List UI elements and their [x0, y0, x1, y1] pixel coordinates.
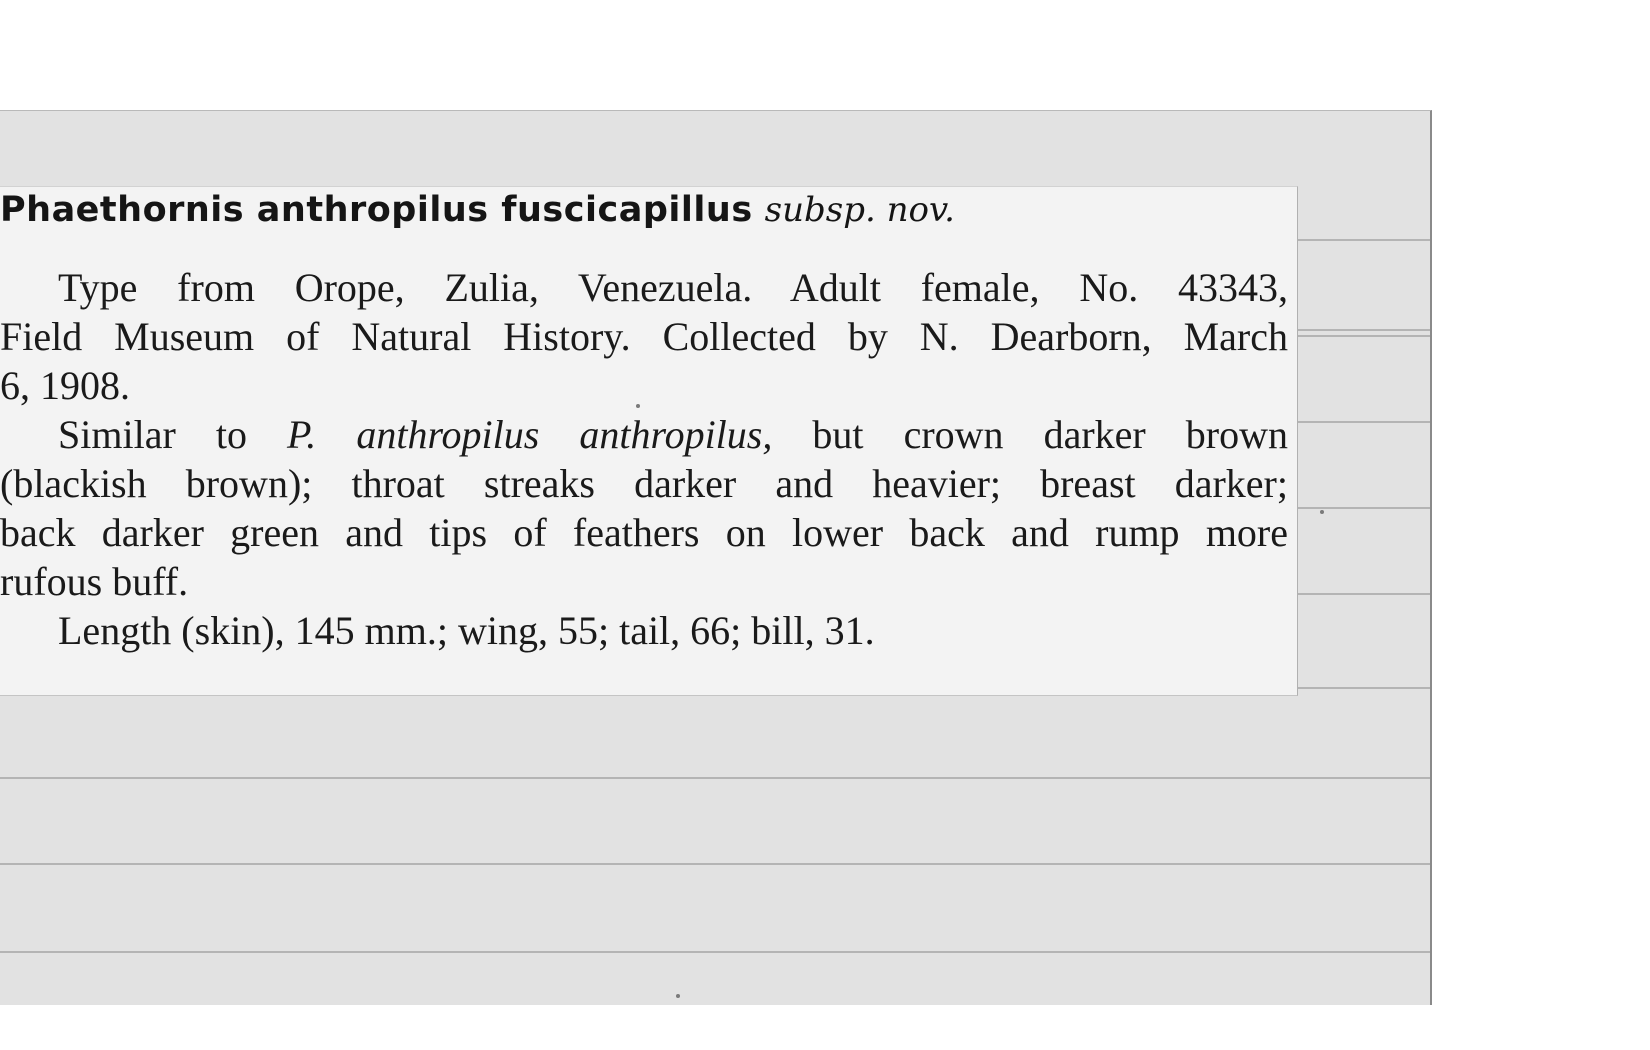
description-line: rufous buff. — [0, 559, 189, 604]
description-prefix: Similar to — [58, 412, 247, 457]
card-rule — [0, 777, 1430, 779]
species-title — [0, 190, 955, 230]
type-date-line: 6, 1908. — [0, 363, 130, 408]
measurements-line: Length (skin), 145 mm.; wing, 55; tail, 66; bill, 31. — [58, 608, 875, 653]
type-museum-line: Field Museum of Natural History. Collected by N. Dearborn, March — [0, 314, 1288, 359]
species-name: Phaethornis anthropilus fuscicapillus — [0, 190, 753, 230]
card-rule — [0, 863, 1430, 865]
paper-speck — [1320, 510, 1324, 514]
description-line: (blackish brown); throat streaks darker and heavier; breast darker; — [0, 461, 1288, 506]
paper-speck — [676, 994, 680, 998]
description-suffix: but crown darker brown — [812, 412, 1289, 457]
subspecies-note: subsp. nov. — [764, 190, 955, 230]
description-line — [58, 411, 1288, 458]
compared-taxon: P. anthropilus anthropilus, — [287, 412, 773, 457]
description-line: back darker green and tips of feathers on lower back and rump more — [0, 510, 1288, 555]
paper-speck — [636, 404, 640, 408]
card-rule — [0, 951, 1430, 953]
type-locality-line: Type from Orope, Zulia, Venezuela. Adult female, No. 43343, — [58, 265, 1288, 310]
